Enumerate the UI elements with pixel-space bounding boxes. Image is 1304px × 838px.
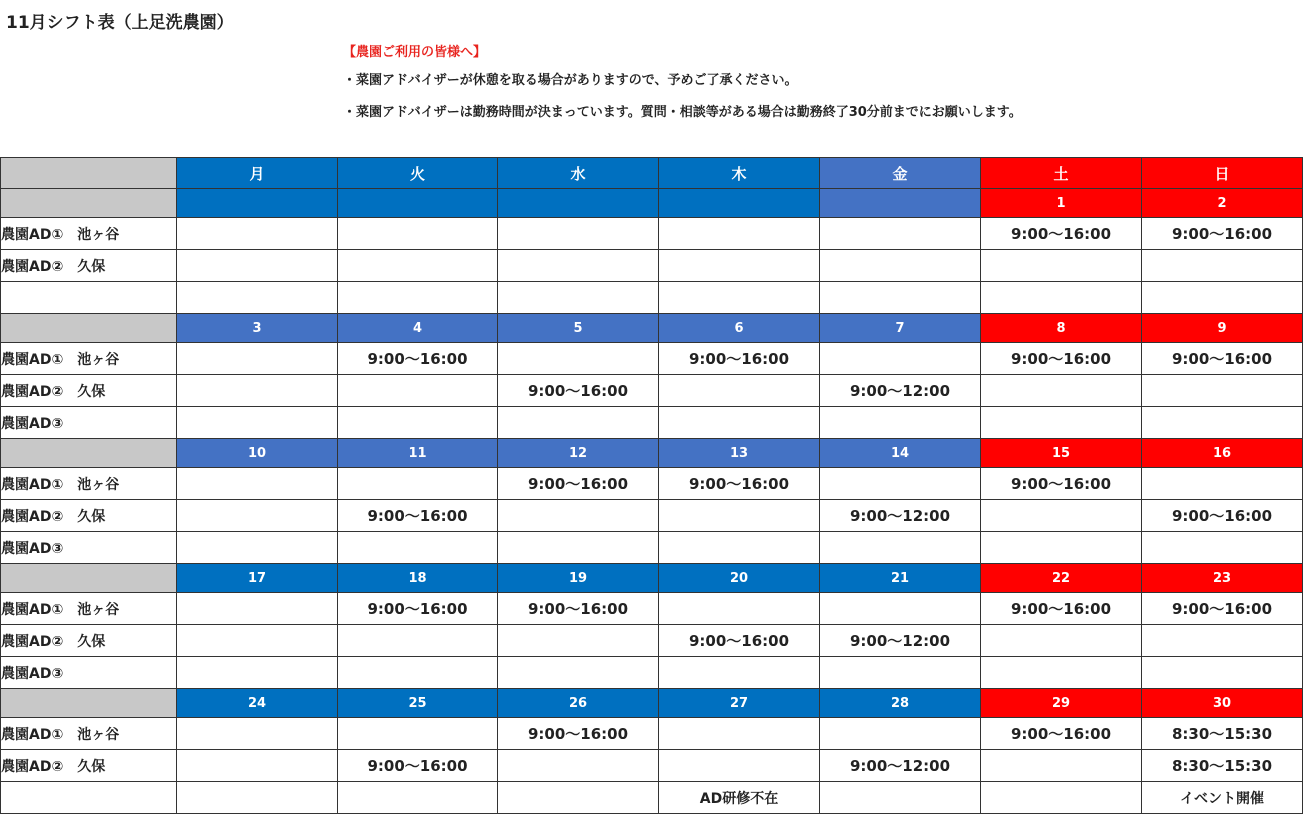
shift-cell	[981, 625, 1142, 657]
staff-name: 農園AD② 久保	[1, 500, 177, 532]
shift-cell	[338, 782, 498, 814]
staff-row	[1, 532, 1303, 564]
weekday-fri: 金	[820, 158, 981, 189]
shift-cell	[1142, 657, 1303, 689]
shift-cell: 9:00〜16:00	[981, 468, 1142, 500]
weekday-sat: 土	[981, 158, 1142, 189]
shift-cell	[981, 750, 1142, 782]
shift-cell	[820, 468, 981, 500]
shift-cell	[177, 375, 338, 407]
shift-table	[0, 157, 1303, 814]
shift-cell	[498, 532, 659, 564]
date-cell: 16	[1142, 439, 1303, 468]
date-cell: 28	[820, 689, 981, 718]
staff-name	[1, 282, 177, 314]
shift-cell	[1142, 250, 1303, 282]
date-cell: 5	[498, 314, 659, 343]
shift-cell: 9:00〜16:00	[498, 468, 659, 500]
shift-cell	[498, 500, 659, 532]
shift-cell	[338, 250, 498, 282]
date-cell: 18	[338, 564, 498, 593]
shift-cell	[498, 625, 659, 657]
shift-cell	[177, 657, 338, 689]
shift-cell	[820, 657, 981, 689]
date-row	[1, 689, 1303, 718]
shift-cell	[177, 718, 338, 750]
shift-cell	[820, 250, 981, 282]
shift-cell	[338, 282, 498, 314]
date-cell	[338, 189, 498, 218]
date-row	[1, 564, 1303, 593]
staff-row	[1, 375, 1303, 407]
shift-cell	[1142, 625, 1303, 657]
shift-cell: 9:00〜16:00	[338, 750, 498, 782]
shift-cell	[820, 782, 981, 814]
shift-cell	[659, 407, 820, 439]
shift-cell: 9:00〜16:00	[1142, 500, 1303, 532]
date-cell	[659, 189, 820, 218]
shift-cell	[659, 250, 820, 282]
weekday-mon: 月	[177, 158, 338, 189]
shift-cell	[1142, 375, 1303, 407]
staff-name: 農園AD① 池ヶ谷	[1, 718, 177, 750]
date-cell: 11	[338, 439, 498, 468]
shift-cell	[659, 718, 820, 750]
date-cell: 8	[981, 314, 1142, 343]
shift-cell	[659, 218, 820, 250]
shift-cell: 9:00〜12:00	[820, 500, 981, 532]
shift-cell	[659, 593, 820, 625]
shift-cell	[338, 625, 498, 657]
weekday-sun: 日	[1142, 158, 1303, 189]
shift-cell: 9:00〜16:00	[498, 718, 659, 750]
staff-row	[1, 657, 1303, 689]
shift-cell	[338, 468, 498, 500]
shift-cell	[338, 657, 498, 689]
shift-cell	[981, 500, 1142, 532]
weekday-thu: 木	[659, 158, 820, 189]
date-cell: 22	[981, 564, 1142, 593]
staff-row	[1, 718, 1303, 750]
date-cell: 12	[498, 439, 659, 468]
notice-line-1: ・菜園アドバイザーが休憩を取る場合がありますので、予めご了承ください。	[343, 73, 798, 88]
shift-cell	[498, 218, 659, 250]
date-cell: 9	[1142, 314, 1303, 343]
shift-cell: 9:00〜16:00	[659, 343, 820, 375]
shift-cell	[1142, 468, 1303, 500]
date-cell: 29	[981, 689, 1142, 718]
shift-cell	[177, 532, 338, 564]
staff-row	[1, 750, 1303, 782]
shift-cell	[659, 657, 820, 689]
staff-row	[1, 282, 1303, 314]
staff-name: 農園AD② 久保	[1, 250, 177, 282]
shift-cell: 9:00〜16:00	[338, 593, 498, 625]
shift-cell: 9:00〜16:00	[1142, 218, 1303, 250]
shift-cell: 9:00〜12:00	[820, 375, 981, 407]
date-cell: 19	[498, 564, 659, 593]
shift-cell: 9:00〜12:00	[820, 750, 981, 782]
staff-row	[1, 250, 1303, 282]
date-cell: 26	[498, 689, 659, 718]
date-cell: 17	[177, 564, 338, 593]
shift-cell: 9:00〜16:00	[981, 718, 1142, 750]
date-cell: 13	[659, 439, 820, 468]
shift-cell	[177, 218, 338, 250]
date-row	[1, 439, 1303, 468]
date-cell: 6	[659, 314, 820, 343]
shift-cell	[981, 782, 1142, 814]
shift-cell	[820, 282, 981, 314]
shift-cell	[659, 282, 820, 314]
weekday-tue: 火	[338, 158, 498, 189]
shift-cell	[498, 250, 659, 282]
date-cell	[820, 189, 981, 218]
shift-cell: 9:00〜12:00	[820, 625, 981, 657]
shift-cell	[177, 468, 338, 500]
date-cell: 23	[1142, 564, 1303, 593]
staff-name	[1, 782, 177, 814]
staff-name: 農園AD③	[1, 657, 177, 689]
shift-cell	[1142, 407, 1303, 439]
date-row-label	[1, 689, 177, 718]
staff-name: 農園AD③	[1, 407, 177, 439]
staff-name: 農園AD① 池ヶ谷	[1, 218, 177, 250]
date-cell: 21	[820, 564, 981, 593]
shift-cell	[177, 282, 338, 314]
shift-cell	[820, 218, 981, 250]
shift-cell	[981, 282, 1142, 314]
staff-row	[1, 625, 1303, 657]
date-cell: 24	[177, 689, 338, 718]
shift-cell	[659, 532, 820, 564]
shift-cell	[177, 750, 338, 782]
page-title: 11月シフト表（上足洗農園）	[6, 13, 234, 33]
shift-cell: 9:00〜16:00	[659, 625, 820, 657]
shift-cell: 9:00〜16:00	[338, 343, 498, 375]
shift-cell	[820, 718, 981, 750]
shift-cell: 8:30〜15:30	[1142, 718, 1303, 750]
shift-cell	[498, 343, 659, 375]
date-cell: 3	[177, 314, 338, 343]
shift-cell: 8:30〜15:30	[1142, 750, 1303, 782]
shift-cell: 9:00〜16:00	[981, 343, 1142, 375]
notice-line-2: ・菜園アドバイザーは勤務時間が決まっています。質問・相談等がある場合は勤務終了30分前までにお願いします。	[343, 105, 1022, 120]
staff-name: 農園AD② 久保	[1, 625, 177, 657]
shift-cell: 9:00〜16:00	[981, 218, 1142, 250]
date-cell: 4	[338, 314, 498, 343]
shift-cell	[177, 625, 338, 657]
date-cell: 1	[981, 189, 1142, 218]
shift-cell: AD研修不在	[659, 782, 820, 814]
staff-row	[1, 500, 1303, 532]
date-row	[1, 189, 1303, 218]
staff-row	[1, 593, 1303, 625]
staff-row	[1, 468, 1303, 500]
date-cell	[177, 189, 338, 218]
date-cell	[498, 189, 659, 218]
staff-name: 農園AD③	[1, 532, 177, 564]
date-row-label	[1, 314, 177, 343]
staff-name: 農園AD② 久保	[1, 750, 177, 782]
date-cell: 7	[820, 314, 981, 343]
shift-cell	[820, 343, 981, 375]
shift-cell: 9:00〜16:00	[659, 468, 820, 500]
staff-name: 農園AD① 池ヶ谷	[1, 468, 177, 500]
date-cell: 25	[338, 689, 498, 718]
shift-cell	[659, 500, 820, 532]
staff-row	[1, 407, 1303, 439]
shift-cell	[177, 782, 338, 814]
shift-cell	[498, 750, 659, 782]
shift-cell	[498, 282, 659, 314]
shift-cell	[498, 782, 659, 814]
shift-cell	[820, 407, 981, 439]
shift-cell: 9:00〜16:00	[981, 593, 1142, 625]
shift-cell	[659, 750, 820, 782]
shift-cell	[338, 375, 498, 407]
shift-cell	[820, 532, 981, 564]
shift-cell	[981, 375, 1142, 407]
date-row-label	[1, 439, 177, 468]
shift-cell	[498, 407, 659, 439]
date-cell: 2	[1142, 189, 1303, 218]
shift-cell	[177, 500, 338, 532]
date-cell: 27	[659, 689, 820, 718]
date-cell: 14	[820, 439, 981, 468]
shift-cell	[338, 407, 498, 439]
staff-row	[1, 218, 1303, 250]
date-row-label	[1, 564, 177, 593]
shift-cell: 9:00〜16:00	[498, 375, 659, 407]
shift-cell	[177, 343, 338, 375]
shift-cell: 9:00〜16:00	[1142, 593, 1303, 625]
staff-name: 農園AD① 池ヶ谷	[1, 343, 177, 375]
staff-name: 農園AD② 久保	[1, 375, 177, 407]
shift-cell	[338, 718, 498, 750]
shift-cell	[1142, 282, 1303, 314]
staff-row	[1, 782, 1303, 814]
date-cell: 10	[177, 439, 338, 468]
shift-cell: 9:00〜16:00	[498, 593, 659, 625]
staff-row	[1, 343, 1303, 375]
shift-cell	[981, 250, 1142, 282]
shift-cell	[498, 657, 659, 689]
shift-cell	[1142, 532, 1303, 564]
date-cell: 30	[1142, 689, 1303, 718]
shift-cell	[177, 593, 338, 625]
date-row	[1, 314, 1303, 343]
notice-heading: 【農園ご利用の皆様へ】	[343, 45, 487, 60]
shift-cell	[338, 218, 498, 250]
shift-cell	[981, 407, 1142, 439]
date-row-label	[1, 189, 177, 218]
shift-cell: 9:00〜16:00	[338, 500, 498, 532]
shift-cell	[338, 532, 498, 564]
weekday-wed: 水	[498, 158, 659, 189]
corner-cell	[1, 158, 177, 189]
shift-cell	[820, 593, 981, 625]
shift-cell: イベント開催	[1142, 782, 1303, 814]
date-cell: 15	[981, 439, 1142, 468]
shift-cell	[177, 407, 338, 439]
shift-cell: 9:00〜16:00	[1142, 343, 1303, 375]
date-cell: 20	[659, 564, 820, 593]
weekday-header-row	[1, 158, 1303, 189]
shift-cell	[981, 532, 1142, 564]
shift-cell	[981, 657, 1142, 689]
shift-cell	[177, 250, 338, 282]
staff-name: 農園AD① 池ヶ谷	[1, 593, 177, 625]
shift-cell	[659, 375, 820, 407]
